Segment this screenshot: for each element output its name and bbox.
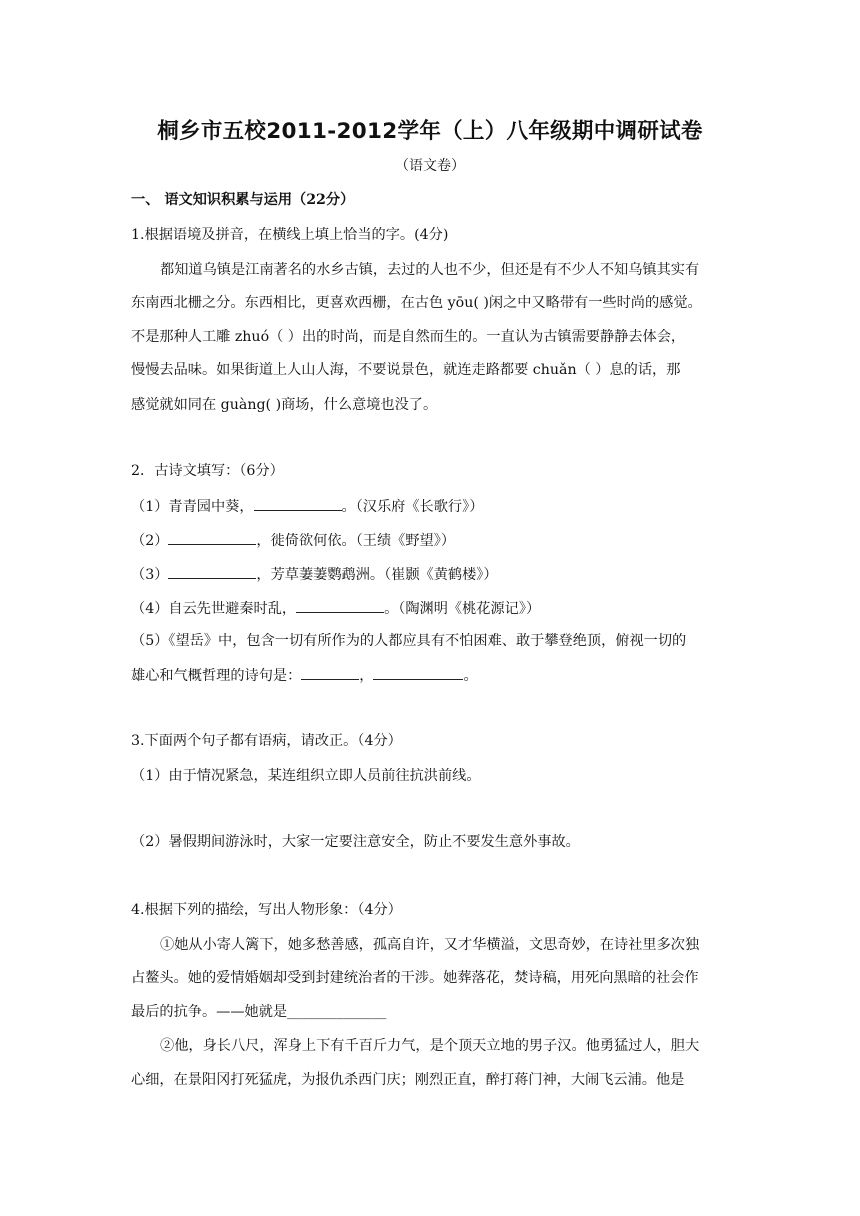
q2-item-1-post: 。（汉乐府《长歌行》） <box>341 499 484 515</box>
q4-prompt: 4.根据下列的描绘，写出人物形象：（4分） <box>131 902 402 918</box>
q2-item-5-line-2 <box>131 664 478 686</box>
q3-sentence-1: （1）由于情况紧急，某连组织立即人员前往抗洪前线。 <box>131 768 481 784</box>
answer-blank[interactable] <box>254 495 342 511</box>
q4-para-1-line-2: 占鳌头。她的爱情婚姻却受到封建统治者的干涉。她葬落花，焚诗稿，用死向黑暗的社会作 <box>131 970 699 986</box>
page-subtitle: （语文卷） <box>395 158 465 174</box>
q2-item-1-pre: （1）青青园中葵， <box>131 499 254 515</box>
q2-item-5-end: 。 <box>463 668 478 684</box>
q2-item-3 <box>131 563 498 585</box>
q4-para-1-text: 最后的抗争。——她就是 <box>131 1004 288 1020</box>
q2-item-4 <box>131 597 540 619</box>
q2-item-5-sep: ， <box>359 668 374 684</box>
q2-item-2 <box>131 529 455 551</box>
answer-blank[interactable]: ______________ <box>287 1004 387 1020</box>
q2-item-3-pre: （3） <box>131 567 169 583</box>
q1-line-4: 慢慢去品味。如果街道上人山人海，不要说景色，就连走路都要 chuǎn（ ）息的话，那 <box>131 362 681 378</box>
q4-para-1-line-3 <box>131 1002 386 1022</box>
answer-blank[interactable] <box>301 664 359 680</box>
answer-blank[interactable] <box>296 597 384 613</box>
q4-para-2-line-2: 心细，在景阳冈打死猛虎，为报仇杀西门庆；刚烈正直，醉打蒋门神，大闹飞云浦。他是 <box>131 1072 685 1088</box>
q2-item-5-line-1: （5）《望岳》中，包含一切有所作为的人都应具有不怕困难、敢于攀登绝顶，俯视一切的 <box>131 633 687 649</box>
q2-item-5-pre: 雄心和气概哲理的诗句是： <box>131 668 302 684</box>
q2-item-3-post: ，芳草萋萋鹦鹉洲。（崔颢《黄鹤楼》） <box>256 567 498 583</box>
q2-item-4-pre: （4）自云先世避秦时乱， <box>131 601 297 617</box>
q4-para-1-line-1: ①她从小寄人篱下，她多愁善感，孤高自许，又才华横溢，文思奇妙，在诗社里多次独 <box>160 937 700 953</box>
page-title: 桐乡市五校2011-2012学年（上）八年级期中调研试卷 <box>157 119 703 144</box>
q1-line-5: 感觉就如同在 guàng( )商场，什么意境也没了。 <box>131 397 438 413</box>
answer-blank[interactable] <box>168 563 256 579</box>
q2-item-4-post: 。（陶渊明《桃花源记》） <box>384 601 541 617</box>
q3-prompt: 3.下面两个句子都有语病，请改正。（4分） <box>131 733 402 749</box>
answer-blank[interactable] <box>373 664 463 680</box>
q1-line-3: 不是那种人工雕 zhuó（ ）出的时尚，而是自然而生的。一直认为古镇需要静静去体会， <box>131 329 686 345</box>
q3-sentence-2: （2）暑假期间游泳时，大家一定要注意安全，防止不要发生意外事故。 <box>131 834 580 850</box>
q1-line-1: 都知道乌镇是江南著名的水乡古镇，去过的人也不少，但还是有不少人不知乌镇其实有 <box>160 262 700 278</box>
q2-item-1 <box>131 495 483 517</box>
section-heading: 一、 语文知识积累与运用（22分） <box>131 192 355 208</box>
q2-item-2-pre: （2） <box>131 533 169 549</box>
answer-blank[interactable] <box>168 529 256 545</box>
q1-line-2: 东南西北栅之分。东西相比，更喜欢西栅，在古色 yōu( )闲之中又略带有一些时尚的感觉。 <box>131 295 702 311</box>
q4-para-2-line-1: ②他，身长八尺，浑身上下有千百斤力气，是个顶天立地的男子汉。他勇猛过人，胆大 <box>160 1038 700 1054</box>
q2-item-2-post: ，徙倚欲何依。（王绩《野望》） <box>256 533 456 549</box>
q2-prompt: 2．古诗文填写：（6分） <box>131 463 284 479</box>
q1-prompt: 1.根据语境及拼音，在横线上填上恰当的字。(4分) <box>131 227 449 243</box>
